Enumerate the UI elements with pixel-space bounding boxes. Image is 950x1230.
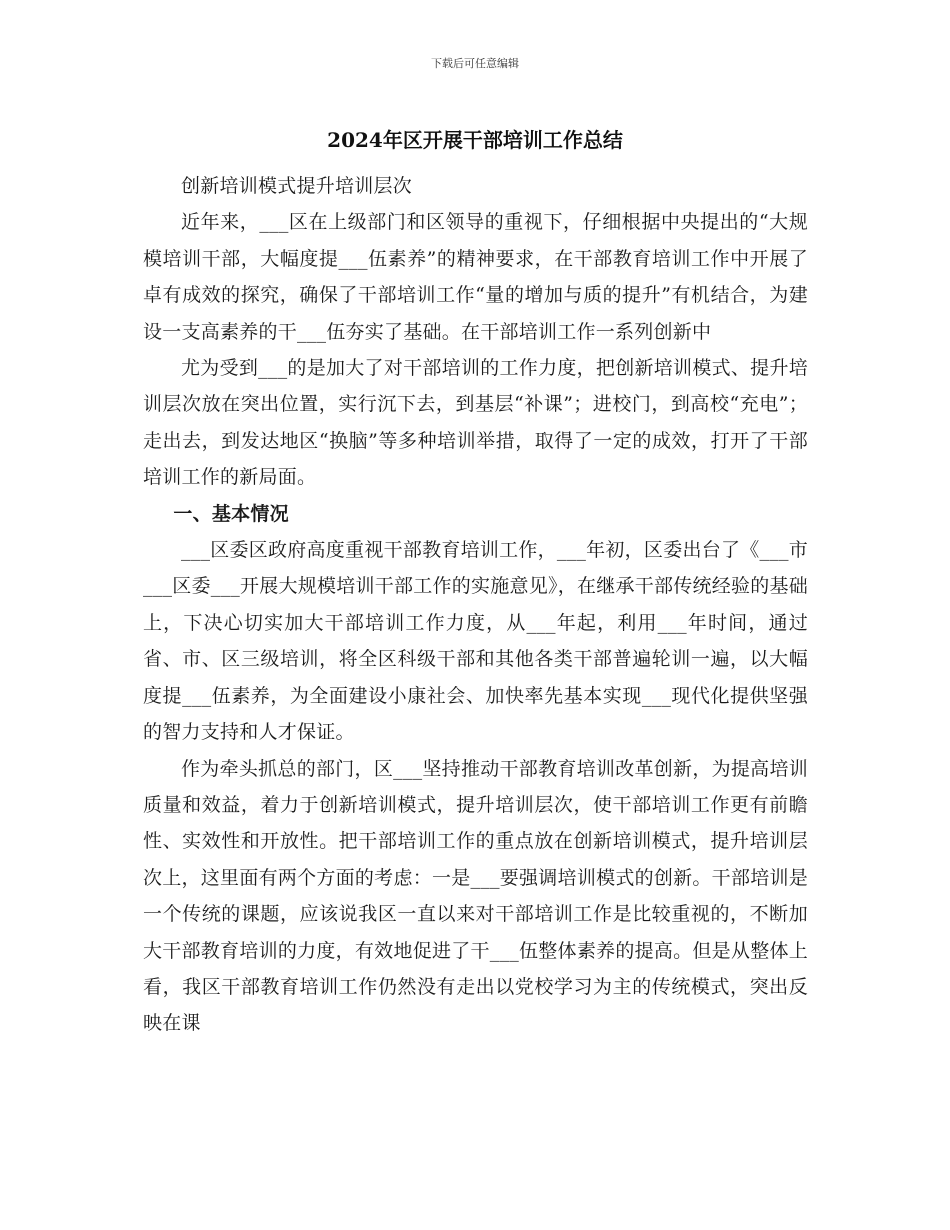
page-header-note: 下载后可任意编辑 [431,57,519,70]
section-heading-basic-situation: 一、基本情况 [173,502,289,525]
document-body [143,168,808,1042]
paragraph-intro: 近年来，___区在上级部门和区领导的重视下，仔细根据中央提出的“大规模培训干部，大幅度提___伍素养”的精神要求，在干部教育培训工作中开展了卓有成效的探究，确保了干部培训工作“量的增加与质的提升”有机结合，为建设一支高素养的干___伍夯实了基础。在干部培训工作一系列创新中 [143,211,808,343]
document-title: 2024年区开展干部培训工作总结 [327,128,623,152]
document-subtitle: 创新培训模式提升培训层次 [181,175,413,197]
paragraph-measures: 尤为受到___的是加大了对干部培训的工作力度，把创新培训模式、提升培训层次放在突出位置，实行沉下去，到基层“补课”；进校门，到高校“充电”；走出去，到发达地区“换脑”等多种培训举措，取得了一定的成效，打开了干部培训工作的新局面。 [143,357,808,489]
paragraph-department-role: 作为牵头抓总的部门，区___坚持推动干部教育培训改革创新，为提高培训质量和效益，着力于创新培训模式，提升培训层次，使干部培训工作更有前瞻性、实效性和开放性。把干部培训工作的重点放在创新培训模式，提升培训层次上，这里面有两个方面的考虑：一是___要强调培训模式的创新。干部培训是一个传统的课题，应该说我区一直以来对干部培训工作是比较重视的，不断加大干部教育培训的力度，有效地促进了干___伍整体素养的提高。但是从整体上看，我区干部教育培训工作仍然没有走出以党校学习为主的传统模式，突出反映在课 [143,757,808,1035]
paragraph-basic-situation: ___区委区政府高度重视干部教育培训工作，___年初，区委出台了《___市___区委___开展大规模培训干部工作的实施意见》，在继承干部传统经验的基础上，下决心切实加大干部培训工作力度，从___年起，利用___年时间，通过省、市、区三级培训，将全区科级干部和其他各类干部普遍轮训一遍，以大幅度提___伍素养，为全面建设小康社会、加快率先基本实现___现代化提供坚强的智力支持和人才保证。 [143,539,809,744]
